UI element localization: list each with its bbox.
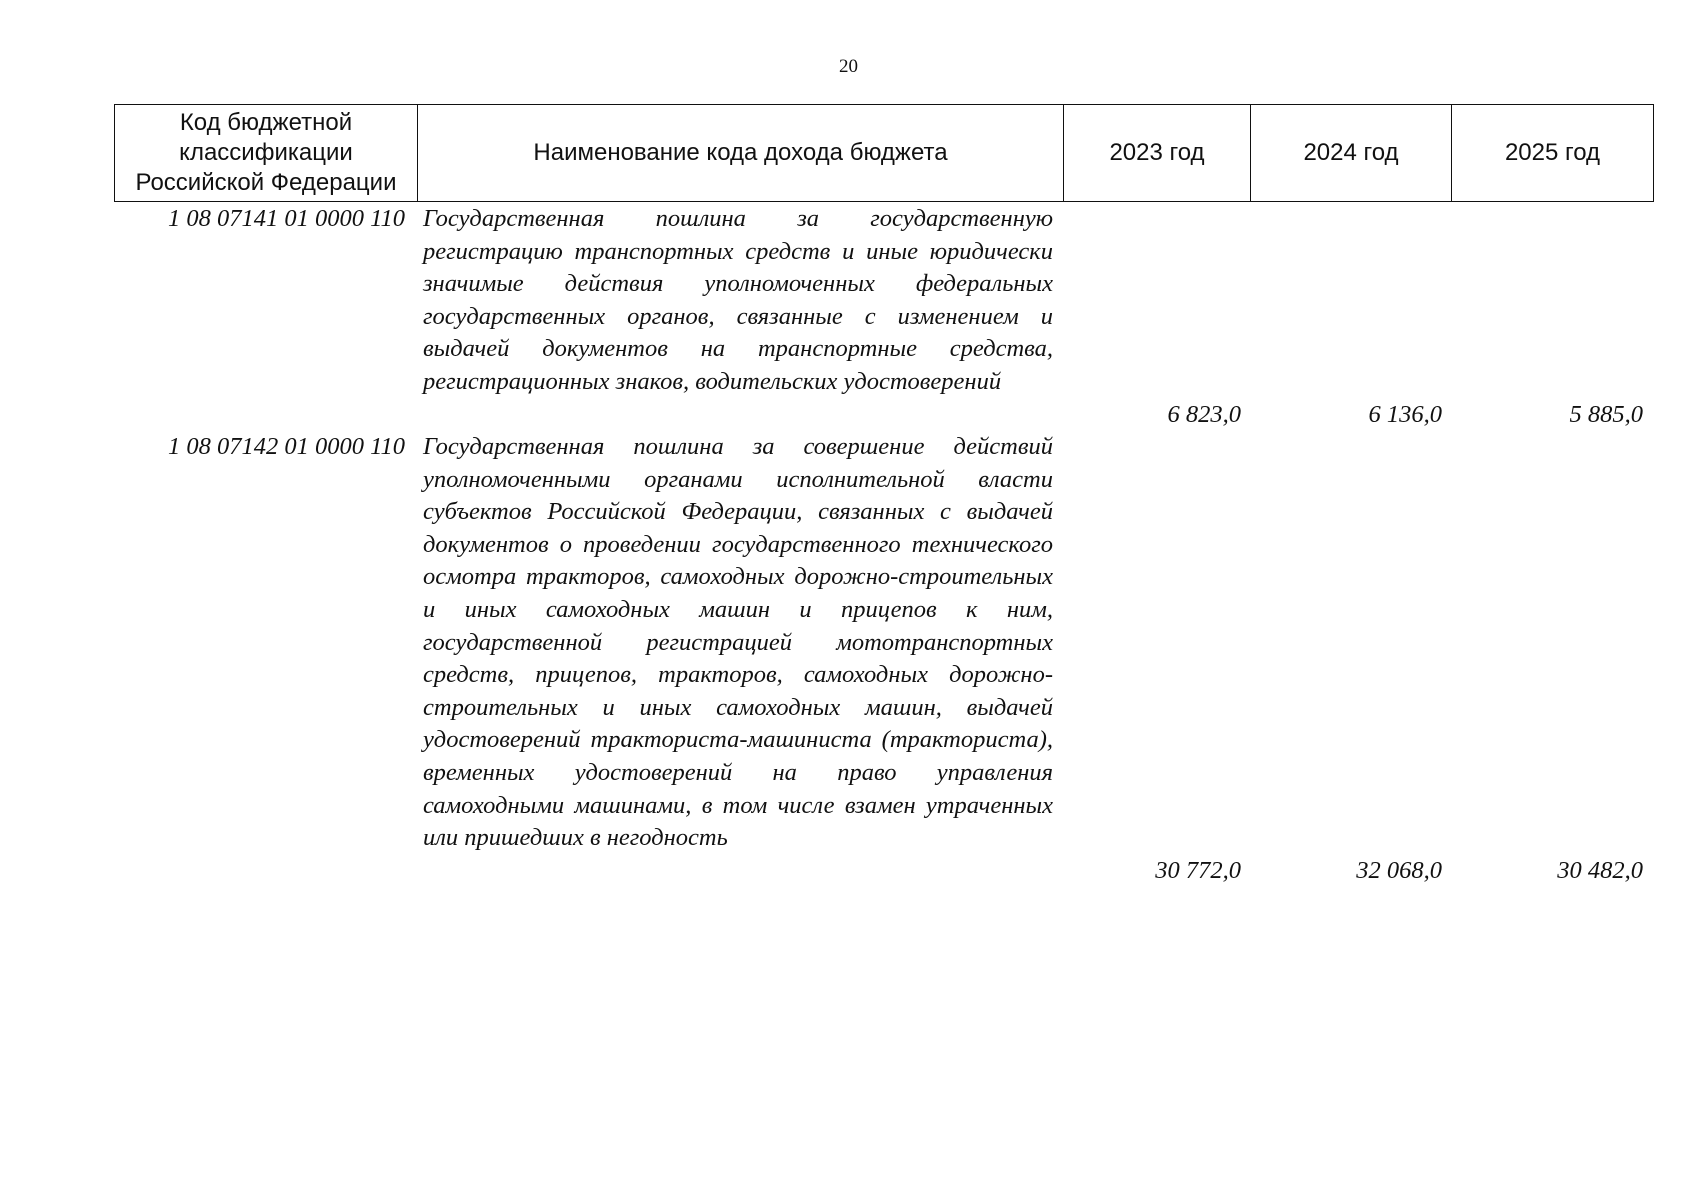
header-2025: 2025 год	[1504, 139, 1601, 166]
row-value-2024: 32 068,0	[1356, 857, 1442, 884]
row-value-2023: 30 772,0	[1155, 857, 1241, 884]
row-value-2024: 6 136,0	[1368, 401, 1442, 428]
row-value-2023: 6 823,0	[1167, 401, 1241, 428]
row-name: Государственная пошлина за совершение действий уполномоченными органами исполнительной власти субъектов Российской Федерации, связанных с выдачей документов о проведении государственного технического осмотра тракторов, самоходных дорожно-строительных и иных самоходных машин и прицепов к ним, государственной регистрацией мототранспортных средств, прицепов, тракторов, самоходных дорожно-строительных и иных самоходных машин, выдачей удостоверений тракториста-машиниста (тракториста), временных удостоверений на право управления самоходными машинами, в том числе взамен утраченных или пришедших в негодность	[423, 433, 1053, 852]
row-name: Государственная пошлина за государственную регистрацию транспортных средств и иные юридически значимые действия уполномоченных федеральных государственных органов, связанные с изменением и выдачей документов на транспортные средства, регистрационных знаков, водительских удостоверений	[423, 205, 1053, 395]
row-code: 1 08 07142 01 0000 110	[167, 433, 405, 460]
table-row	[114, 203, 1654, 433]
header-2023: 2023 год	[1064, 105, 1251, 201]
header-code: Код бюджетной классификации Российской Федерации	[115, 105, 418, 201]
row-value-2025: 5 885,0	[1569, 401, 1643, 428]
header-name: Наименование кода дохода бюджета	[418, 105, 1064, 201]
header-2024: 2024 год	[1251, 105, 1452, 201]
table-header	[114, 104, 1654, 202]
row-code: 1 08 07141 01 0000 110	[167, 205, 405, 232]
page-number: 20	[839, 56, 858, 77]
table-row	[114, 431, 1654, 891]
row-value-2025: 30 482,0	[1557, 857, 1643, 884]
